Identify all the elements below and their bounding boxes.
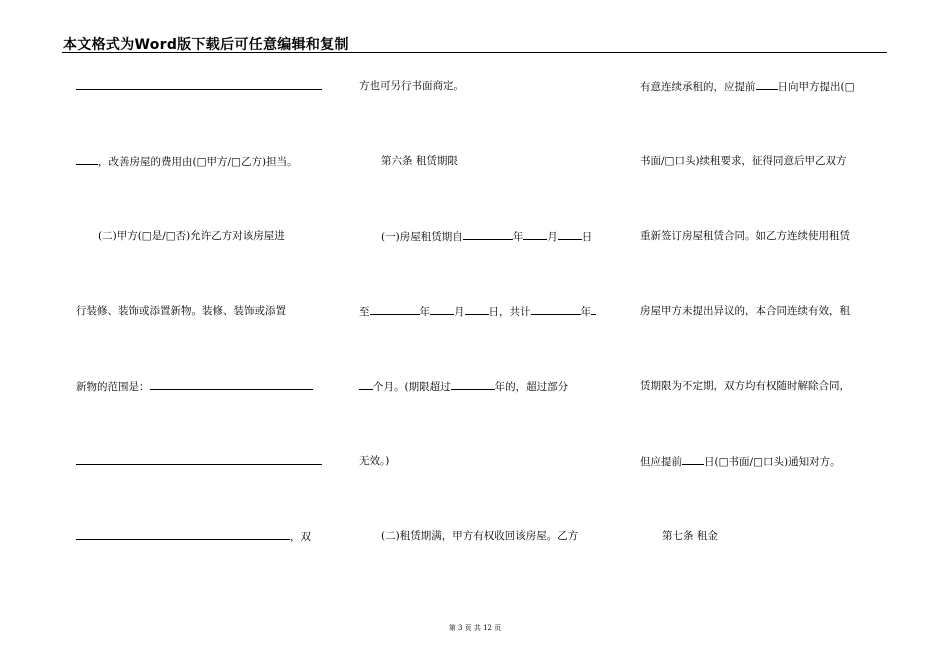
blank-underline bbox=[370, 304, 420, 315]
col3-line-5: 赁期限为不定期，双方均有权随时解除合同， bbox=[640, 380, 850, 392]
blank-underline bbox=[463, 229, 513, 240]
col2-line-1: 方也可另行书面商定。 bbox=[359, 80, 464, 92]
blank-underline bbox=[430, 304, 454, 315]
page-number-footer: 第 3 页 共 12 页 bbox=[448, 624, 502, 632]
col2-line-5: 个月。(期限超过 年的，超过部分 bbox=[359, 379, 568, 394]
blank-underline bbox=[76, 79, 322, 90]
col3-line-4: 房屋甲方未提出异议的，本合同连续有效，租 bbox=[640, 305, 850, 317]
text-column-1 bbox=[76, 0, 326, 672]
col1-line-3: (二)甲方(□是/□否)允许乙方对该房屋进 bbox=[98, 230, 285, 242]
col2-section-heading-6: 第六条 租赁期限 bbox=[381, 155, 458, 167]
col3-line-6: 但应提前 日(□书面/□口头)通知对方。 bbox=[640, 456, 841, 468]
blank-underline bbox=[76, 529, 290, 540]
document-header-title: 本文格式为Word版下载后可任意编辑和复制 bbox=[63, 37, 349, 53]
text-column-2 bbox=[359, 0, 609, 672]
col2-line-3: (一)房屋租赁期自 年 月 日 bbox=[381, 231, 593, 243]
col2-line-7: (二)租赁期满，甲方有权收回该房屋。乙方 bbox=[381, 530, 579, 542]
blank-underline bbox=[523, 229, 547, 240]
blank-underline bbox=[150, 379, 313, 390]
blank-underline bbox=[451, 379, 495, 390]
blank-underline bbox=[531, 304, 581, 315]
col3-line-3: 重新签订房屋租赁合同。如乙方连续使用租赁 bbox=[640, 230, 850, 242]
col1-line-7: ，双 bbox=[76, 529, 311, 544]
blank-underline bbox=[558, 229, 582, 240]
blank-underline bbox=[682, 454, 704, 465]
blank-underline bbox=[76, 454, 322, 465]
col3-line-2: 书面/□口头)续租要求，征得同意后甲乙双方 bbox=[640, 155, 847, 167]
blank-underline bbox=[465, 304, 489, 315]
text-column-3 bbox=[640, 0, 890, 672]
col1-line-1 bbox=[76, 79, 322, 94]
blank-underline bbox=[591, 304, 596, 315]
col1-line-4: 行装修、装饰或添置新物。装修、装饰或添置 bbox=[76, 305, 286, 317]
col1-line-2: ，改善房屋的费用由(□甲方/□乙方)担当。 bbox=[76, 154, 298, 169]
col3-section-heading-7: 第七条 租金 bbox=[662, 530, 718, 542]
col1-line-5: 新物的范围是： bbox=[76, 379, 313, 394]
col2-line-4: 至 年 月 日，共计 年 bbox=[359, 304, 596, 319]
blank-underline bbox=[756, 79, 778, 90]
col3-line-1: 有意连续承租的，应提前 日向甲方提出(□ bbox=[640, 81, 855, 93]
blank-underline bbox=[359, 379, 373, 390]
col2-line-6: 无效。) bbox=[359, 455, 390, 467]
blank-underline bbox=[76, 154, 98, 165]
col1-line-6 bbox=[76, 454, 322, 469]
